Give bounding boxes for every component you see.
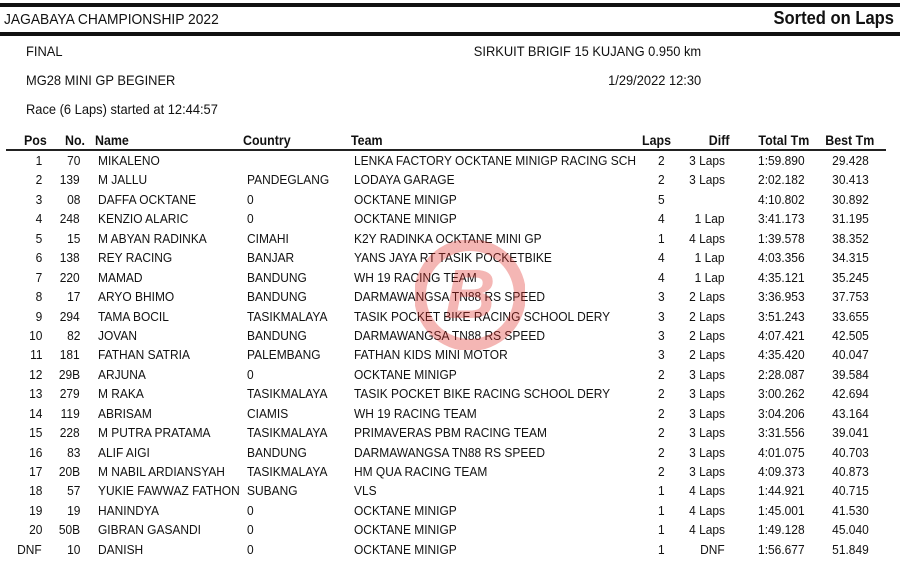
cell-name: REY RACING [98,250,173,266]
col-team: Team [351,133,383,148]
race-datetime: 1/29/2022 12:30 [607,72,701,88]
cell-pos: 17 [28,464,42,479]
session-label: FINAL [26,43,63,59]
cell-country: BANJAR [247,250,295,266]
cell-best: 29.428 [832,153,869,168]
cell-team: OCKTANE MINIGP [354,366,457,382]
cell-no: 70 [66,153,80,168]
cell-laps: 4 [658,211,665,227]
cell-diff: 3 Laps [689,444,725,460]
cell-pos: 9 [35,308,42,324]
table-row [0,268,900,287]
cell-country: BANDUNG [247,269,307,285]
cell-no: 82 [66,327,80,343]
cell-diff: 3 Laps [689,153,725,168]
cell-best: 35.245 [832,269,869,285]
cell-pos: 5 [35,230,42,246]
cell-laps: 1 [658,230,665,246]
cell-name: HANINDYA [98,502,159,518]
cell-laps: 2 [658,153,665,168]
cell-pos: 19 [28,502,42,518]
cell-country: TASIKMALAYA [247,308,328,324]
cell-pos: 2 [35,172,42,188]
cell-total: 4:07.421 [758,327,805,343]
cell-laps: 2 [658,172,665,188]
table-row [0,365,900,384]
cell-laps: 1 [658,483,665,499]
cell-diff: 4 Laps [689,483,725,499]
cell-name: M JALLU [98,172,148,188]
cell-name: ABRISAM [98,405,152,421]
table-row [0,229,900,248]
cell-total: 1:39.578 [758,230,805,246]
cell-total: 1:49.128 [758,522,805,538]
cell-pos: 13 [28,386,42,402]
table-row [0,481,900,500]
cell-laps: 4 [658,250,665,266]
cell-no: 228 [60,425,80,441]
col-laps: Laps [642,133,671,148]
table-row [0,404,900,423]
cell-team: HM QUA RACING TEAM [354,464,488,479]
cell-no: 17 [66,289,80,305]
cell-best: 43.164 [832,405,869,421]
cell-diff: DNF [700,541,725,557]
table-row [0,170,900,189]
cell-no: 10 [66,541,80,557]
top-rule [0,3,900,7]
cell-name: JOVAN [98,327,137,343]
cell-team: WH 19 RACING TEAM [354,269,477,285]
cell-team: FATHAN KIDS MINI MOTOR [354,347,508,363]
cell-no: 138 [60,250,80,266]
cell-best: 31.195 [832,211,869,227]
cell-pos: 7 [35,269,42,285]
cell-country: TASIKMALAYA [247,386,328,402]
cell-country: TASIKMALAYA [247,425,328,441]
cell-diff: 3 Laps [689,386,725,402]
cell-best: 40.047 [832,347,869,363]
cell-diff: 3 Laps [689,464,725,479]
results-table [0,151,900,559]
cell-laps: 1 [658,502,665,518]
cell-country: 0 [247,191,254,207]
cell-total: 3:41.173 [758,211,805,227]
cell-total: 4:35.121 [758,269,805,285]
cell-total: 3:00.262 [758,386,805,402]
col-country: Country [243,133,291,148]
cell-team: VLS [354,483,377,499]
cell-laps: 3 [658,289,665,305]
circuit-label: SIRKUIT BRIGIF 15 KUJANG 0.950 km [473,43,701,59]
cell-best: 39.041 [832,425,869,441]
cell-no: 19 [66,502,80,518]
cell-pos: DNF [17,541,42,557]
cell-best: 34.315 [832,250,869,266]
cell-name: ALIF AIGI [98,444,150,460]
cell-diff: 1 Lap [695,269,725,285]
class-label: MG28 MINI GP BEGINER [26,72,176,88]
table-row [0,287,900,306]
cell-laps: 4 [658,269,665,285]
cell-laps: 2 [658,464,665,479]
cell-total: 1:56.677 [758,541,805,557]
cell-country: BANDUNG [247,289,307,305]
table-row [0,520,900,539]
cell-best: 45.040 [832,522,869,538]
table-row [0,326,900,345]
cell-laps: 1 [658,541,665,557]
cell-no: 181 [60,347,80,363]
col-diff: Diff [708,133,729,148]
cell-country: CIAMIS [247,405,289,421]
cell-total: 2:02.182 [758,172,805,188]
cell-total: 1:44.921 [758,483,805,499]
cell-pos: 14 [28,405,42,421]
table-row [0,462,900,481]
table-row [0,248,900,267]
cell-best: 41.530 [832,502,869,518]
table-row [0,151,900,170]
table-row [0,384,900,403]
cell-pos: 11 [29,347,42,363]
cell-no: 29B [58,366,80,382]
cell-country: 0 [247,502,254,518]
cell-total: 3:51.243 [758,308,805,324]
col-no: No. [65,133,86,148]
sort-label: Sorted on Laps [773,8,894,28]
cell-no: 294 [60,308,80,324]
table-row [0,190,900,209]
cell-laps: 2 [658,386,665,402]
cell-team: DARMAWANGSA TN88 RS SPEED [354,289,545,305]
table-row [0,540,900,559]
cell-diff: 1 Lap [695,250,725,266]
cell-diff: 3 Laps [689,425,725,441]
cell-diff: 4 Laps [689,502,725,518]
cell-name: ARYO BHIMO [98,289,175,305]
cell-pos: 4 [35,211,42,227]
cell-name: GIBRAN GASANDI [98,522,202,538]
cell-total: 4:35.420 [758,347,805,363]
cell-diff: 3 Laps [689,366,725,382]
cell-total: 4:09.373 [758,464,805,479]
cell-total: 4:03.356 [758,250,805,266]
cell-pos: 12 [28,366,42,382]
cell-laps: 5 [658,191,665,207]
cell-best: 39.584 [832,366,869,382]
title-rule [0,32,900,36]
cell-pos: 8 [35,289,42,305]
cell-country: CIMAHI [247,230,289,246]
cell-no: 220 [60,269,80,285]
cell-pos: 3 [35,191,42,207]
svg-text:B: B [444,255,496,333]
cell-no: 119 [60,405,80,421]
cell-best: 30.413 [832,172,869,188]
cell-country: TASIKMALAYA [247,464,328,479]
cell-best: 40.873 [832,464,869,479]
cell-laps: 2 [658,366,665,382]
cell-no: 83 [66,444,80,460]
cell-team: OCKTANE MINIGP [354,191,457,207]
cell-laps: 3 [658,308,665,324]
cell-best: 40.703 [832,444,869,460]
cell-diff: 2 Laps [689,289,725,305]
cell-team: DARMAWANGSA TN88 RS SPEED [354,327,545,343]
cell-no: 15 [66,230,80,246]
cell-team: LODAYA GARAGE [354,172,455,188]
cell-name: TAMA BOCIL [98,308,169,324]
cell-total: 1:59.890 [758,153,805,168]
cell-diff: 2 Laps [689,308,725,324]
col-pos: Pos [24,133,47,148]
cell-laps: 2 [658,444,665,460]
cell-laps: 2 [658,405,665,421]
cell-country: 0 [247,211,254,227]
cell-team: TASIK POCKET BIKE RACING SCHOOL DERY [354,386,611,402]
table-row [0,345,900,364]
cell-country: PALEMBANG [247,347,321,363]
cell-country: PANDEGLANG [247,172,330,188]
cell-pos: 6 [35,250,42,266]
cell-no: 57 [66,483,80,499]
cell-best: 42.505 [832,327,869,343]
cell-total: 2:28.087 [758,366,805,382]
cell-total: 3:04.206 [758,405,805,421]
cell-laps: 2 [658,425,665,441]
cell-laps: 3 [658,327,665,343]
cell-country: 0 [247,366,254,382]
cell-team: OCKTANE MINIGP [354,211,457,227]
cell-diff: 1 Lap [695,211,725,227]
cell-best: 33.655 [832,308,869,324]
table-row [0,501,900,520]
cell-best: 51.849 [832,541,869,557]
cell-laps: 1 [658,522,665,538]
cell-best: 30.892 [832,191,869,207]
cell-team: LENKA FACTORY OCKTANE MINIGP RACING SCH [354,153,637,168]
cell-diff: 4 Laps [689,522,725,538]
cell-no: 08 [66,191,80,207]
cell-name: KENZIO ALARIC [98,211,189,227]
cell-name: YUKIE FAWWAZ FATHON [98,483,240,499]
cell-no: 50B [58,522,80,538]
cell-team: OCKTANE MINIGP [354,541,457,557]
cell-total: 1:45.001 [758,502,805,518]
cell-pos: 15 [28,425,42,441]
cell-name: M RAKA [98,386,144,402]
col-total: Total Tm [758,133,809,148]
table-row [0,307,900,326]
cell-name: DANISH [98,541,144,557]
cell-team: K2Y RADINKA OCKTANE MINI GP [354,230,542,246]
cell-no: 20B [58,464,80,479]
cell-team: OCKTANE MINIGP [354,502,457,518]
cell-country: BANDUNG [247,327,307,343]
cell-country: SUBANG [247,483,298,499]
cell-best: 38.352 [832,230,869,246]
cell-no: 279 [60,386,80,402]
cell-best: 42.694 [832,386,869,402]
cell-best: 40.715 [832,483,869,499]
cell-team: TASIK POCKET BIKE RACING SCHOOL DERY [354,308,611,324]
cell-pos: 20 [28,522,42,538]
cell-name: DAFFA OCKTANE [98,191,197,207]
cell-country: 0 [247,541,254,557]
championship-title: JAGABAYA CHAMPIONSHIP 2022 [4,11,219,28]
cell-diff: 3 Laps [689,405,725,421]
cell-no: 139 [60,172,80,188]
cell-name: MAMAD [98,269,143,285]
cell-pos: 1 [35,153,42,168]
col-name: Name [95,133,129,148]
col-best: Best Tm [824,133,874,148]
cell-pos: 10 [28,327,42,343]
cell-team: WH 19 RACING TEAM [354,405,477,421]
cell-name: MIKALENO [98,153,160,168]
cell-no: 248 [60,211,80,227]
cell-total: 3:36.953 [758,289,805,305]
cell-diff: 4 Laps [689,230,725,246]
cell-diff: 2 Laps [689,327,725,343]
cell-name: M ABYAN RADINKA [98,230,207,246]
cell-total: 3:31.556 [758,425,805,441]
cell-name: M NABIL ARDIANSYAH [98,464,225,479]
cell-name: ARJUNA [98,366,146,382]
cell-team: DARMAWANGSA TN88 RS SPEED [354,444,545,460]
table-row [0,423,900,442]
cell-pos: 16 [28,444,42,460]
cell-name: FATHAN SATRIA [98,347,190,363]
cell-country: BANDUNG [247,444,307,460]
cell-diff: 3 Laps [689,172,725,188]
cell-country: 0 [247,522,254,538]
cell-laps: 3 [658,347,665,363]
cell-best: 37.753 [832,289,869,305]
cell-diff: 2 Laps [689,347,725,363]
cell-team: PRIMAVERAS PBM RACING TEAM [354,425,547,441]
cell-pos: 18 [28,483,42,499]
cell-name: M PUTRA PRATAMA [98,425,211,441]
table-row [0,443,900,462]
race-info: Race (6 Laps) started at 12:44:57 [26,101,218,117]
cell-total: 4:10.802 [758,191,805,207]
cell-team: YANS JAYA RT TASIK POCKETBIKE [354,250,552,266]
table-row [0,209,900,228]
cell-team: OCKTANE MINIGP [354,522,457,538]
cell-total: 4:01.075 [758,444,805,460]
